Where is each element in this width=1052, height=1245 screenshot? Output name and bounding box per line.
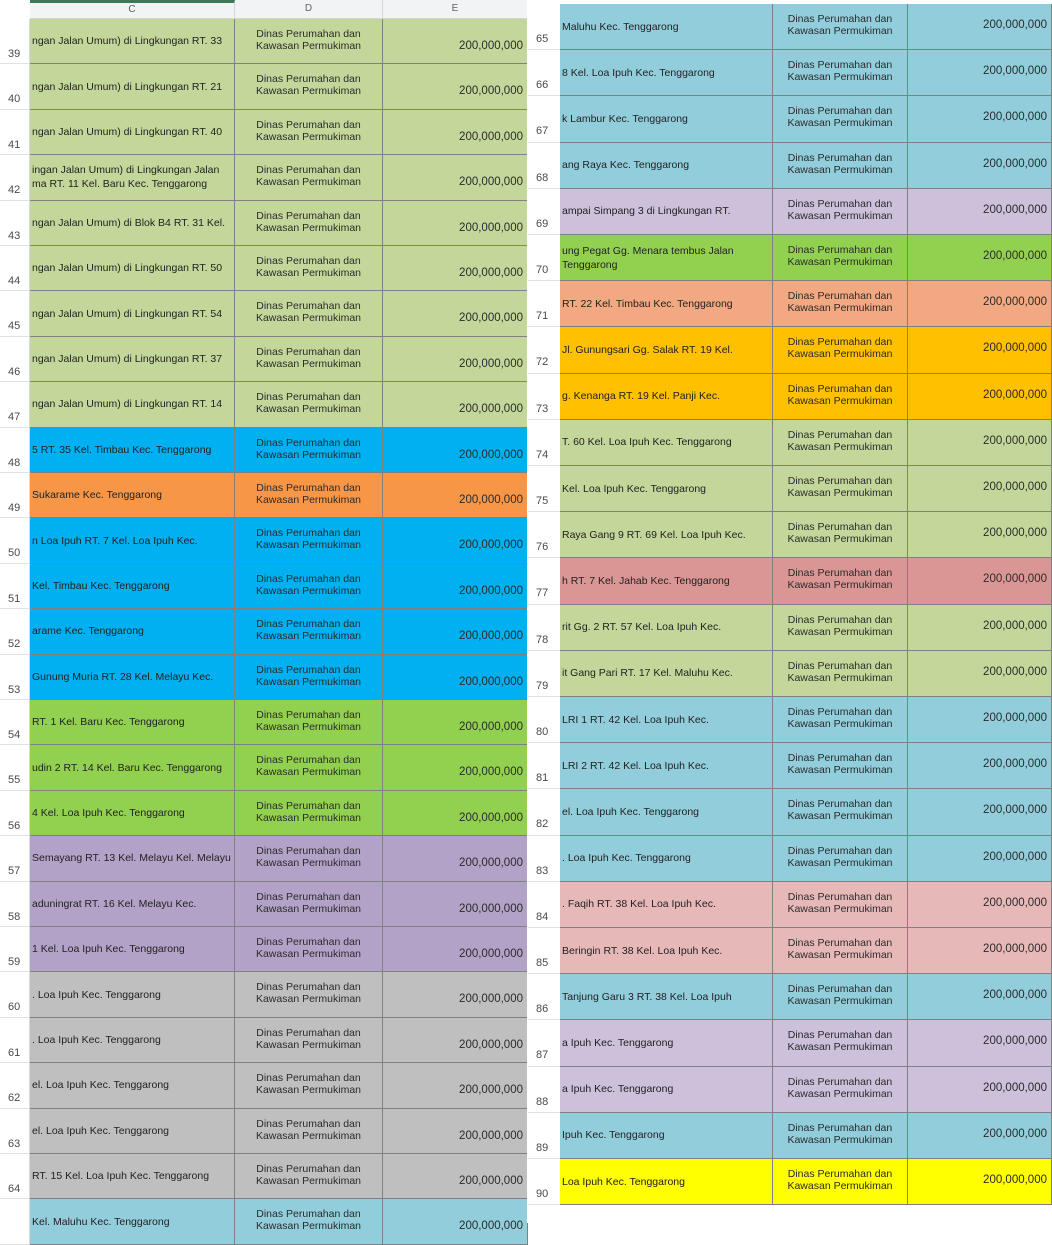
cell-agency[interactable]: Dinas Perumahan dan Kawasan Permukiman xyxy=(235,836,383,881)
cell-agency[interactable]: Dinas Perumahan dan Kawasan Permukiman xyxy=(235,972,383,1017)
row-number[interactable]: 83 xyxy=(528,836,560,882)
table-row xyxy=(528,512,1052,558)
cell-activity-name[interactable]: Loa Ipuh Kec. Tenggarong xyxy=(560,1159,773,1205)
cell-activity-name[interactable]: Sukarame Kec. Tenggarong xyxy=(30,473,235,518)
cell-activity-name[interactable]: udin 2 RT. 14 Kel. Baru Kec. Tenggarong xyxy=(30,745,235,790)
cell-agency[interactable]: Dinas Perumahan dan Kawasan Permukiman xyxy=(773,235,908,281)
row-number[interactable]: 67 xyxy=(528,96,560,142)
table-row xyxy=(0,246,528,291)
column-header-c[interactable]: C xyxy=(30,0,235,19)
cell-amount[interactable]: 200,000,000 xyxy=(908,558,1052,604)
row-number[interactable]: 81 xyxy=(528,743,560,789)
row-number[interactable]: 88 xyxy=(528,1067,560,1113)
cell-amount[interactable]: 200,000,000 xyxy=(908,651,1052,697)
cell-amount[interactable]: 200,000,000 xyxy=(908,4,1052,50)
cell-activity-name[interactable]: Kel. Timbau Kec. Tenggarong xyxy=(30,564,235,609)
cell-amount[interactable]: 200,000,000 xyxy=(908,1020,1052,1066)
table-row xyxy=(0,655,528,700)
cell-activity-name[interactable]: Maluhu Kec. Tenggarong xyxy=(560,4,773,50)
table-row xyxy=(0,291,528,336)
cell-agency[interactable]: Dinas Perumahan dan Kawasan Permukiman xyxy=(235,1063,383,1108)
cell-agency[interactable]: Dinas Perumahan dan Kawasan Permukiman xyxy=(773,466,908,512)
cell-amount[interactable]: 200,000,000 xyxy=(908,374,1052,420)
cell-activity-name[interactable]: k Lambur Kec. Tenggarong xyxy=(560,96,773,142)
cell-agency[interactable]: Dinas Perumahan dan Kawasan Permukiman xyxy=(773,189,908,235)
row-number[interactable]: 46 xyxy=(0,337,30,382)
row-number[interactable]: 90 xyxy=(528,1159,560,1205)
cell-agency[interactable]: Dinas Perumahan dan Kawasan Permukiman xyxy=(773,1113,908,1159)
cell-activity-name[interactable]: 4 Kel. Loa Ipuh Kec. Tenggarong xyxy=(30,791,235,836)
row-number[interactable]: 51 xyxy=(0,564,30,609)
cell-agency[interactable]: Dinas Perumahan dan Kawasan Permukiman xyxy=(235,64,383,109)
cell-activity-name[interactable]: Jl. Gunungsari Gg. Salak RT. 19 Kel. xyxy=(560,327,773,373)
row-number[interactable]: 59 xyxy=(0,927,30,972)
cell-agency[interactable]: Dinas Perumahan dan Kawasan Permukiman xyxy=(235,1109,383,1154)
cell-activity-name[interactable]: Tanjung Garu 3 RT. 38 Kel. Loa Ipuh xyxy=(560,974,773,1020)
row-number[interactable]: 40 xyxy=(0,64,30,109)
table-row xyxy=(528,651,1052,697)
table-row xyxy=(0,927,528,972)
cell-activity-name[interactable]: LRI 1 RT. 42 Kel. Loa Ipuh Kec. xyxy=(560,697,773,743)
cell-activity-name[interactable]: . Loa Ipuh Kec. Tenggarong xyxy=(30,1018,235,1063)
row-number[interactable]: 69 xyxy=(528,189,560,235)
cell-activity-name[interactable]: RT. 15 Kel. Loa Ipuh Kec. Tenggarong xyxy=(30,1154,235,1199)
cell-amount[interactable]: 200,000,000 xyxy=(908,974,1052,1020)
row-number[interactable] xyxy=(0,1199,30,1244)
table-row xyxy=(528,605,1052,651)
cell-amount[interactable]: 200,000,000 xyxy=(908,235,1052,281)
cell-agency[interactable]: Dinas Perumahan dan Kawasan Permukiman xyxy=(235,700,383,745)
cell-amount[interactable]: 200,000,000 xyxy=(908,281,1052,327)
cell-agency[interactable]: Dinas Perumahan dan Kawasan Permukiman xyxy=(235,201,383,246)
cell-agency[interactable]: Dinas Perumahan dan Kawasan Permukiman xyxy=(773,1159,908,1205)
row-number[interactable]: 43 xyxy=(0,201,30,246)
row-number[interactable]: 41 xyxy=(0,110,30,155)
row-number[interactable]: 54 xyxy=(0,700,30,745)
cell-amount[interactable]: 200,000,000 xyxy=(908,605,1052,651)
cell-activity-name[interactable]: ingan Jalan Umum) di Lingkungan Jalan ma RT. 11 Kel. Baru Kec. Tenggarong xyxy=(30,155,235,200)
cell-activity-name[interactable]: a Ipuh Kec. Tenggarong xyxy=(560,1067,773,1113)
cell-activity-name[interactable]: ngan Jalan Umum) di Lingkungan RT. 14 xyxy=(30,382,235,427)
cell-agency[interactable]: Dinas Perumahan dan Kawasan Permukiman xyxy=(773,96,908,142)
cell-agency[interactable]: Dinas Perumahan dan Kawasan Permukiman xyxy=(235,19,383,64)
cell-agency[interactable]: Dinas Perumahan dan Kawasan Permukiman xyxy=(773,281,908,327)
table-row xyxy=(528,4,1052,50)
cell-activity-name[interactable]: ngan Jalan Umum) di Lingkungan RT. 54 xyxy=(30,291,235,336)
row-number[interactable]: 39 xyxy=(0,19,30,64)
row-number[interactable]: 56 xyxy=(0,791,30,836)
cell-activity-name[interactable]: 5 RT. 35 Kel. Timbau Kec. Tenggarong xyxy=(30,428,235,473)
cell-activity-name[interactable]: T. 60 Kel. Loa Ipuh Kec. Tenggarong xyxy=(560,420,773,466)
cell-amount[interactable]: 200,000,000 xyxy=(383,882,528,927)
cell-activity-name[interactable]: el. Loa Ipuh Kec. Tenggarong xyxy=(30,1109,235,1154)
cell-agency[interactable]: Dinas Perumahan dan Kawasan Permukiman xyxy=(235,1154,383,1199)
cell-amount[interactable]: 200,000,000 xyxy=(908,697,1052,743)
row-number[interactable]: 42 xyxy=(0,155,30,200)
cell-activity-name[interactable]: Semayang RT. 13 Kel. Melayu Kel. Melayu xyxy=(30,836,235,881)
cell-amount[interactable]: 200,000,000 xyxy=(383,972,528,1017)
cell-amount[interactable]: 200,000,000 xyxy=(383,1154,528,1199)
table-row xyxy=(528,697,1052,743)
cell-amount[interactable]: 200,000,000 xyxy=(383,927,528,972)
cell-agency[interactable]: Dinas Perumahan dan Kawasan Permukiman xyxy=(773,697,908,743)
row-number[interactable]: 64 xyxy=(0,1154,30,1199)
row-number[interactable]: 55 xyxy=(0,745,30,790)
cell-agency[interactable]: Dinas Perumahan dan Kawasan Permukiman xyxy=(773,743,908,789)
row-number[interactable]: 65 xyxy=(528,4,560,50)
cell-amount[interactable]: 200,000,000 xyxy=(383,655,528,700)
cell-agency[interactable]: Dinas Perumahan dan Kawasan Permukiman xyxy=(235,564,383,609)
row-number[interactable]: 84 xyxy=(528,882,560,928)
table-row xyxy=(528,143,1052,189)
cell-amount[interactable]: 200,000,000 xyxy=(383,291,528,336)
cell-agency[interactable]: Dinas Perumahan dan Kawasan Permukiman xyxy=(235,473,383,518)
table-row xyxy=(528,928,1052,974)
row-number[interactable]: 80 xyxy=(528,697,560,743)
cell-activity-name[interactable]: n Loa Ipuh RT. 7 Kel. Loa Ipuh Kec. xyxy=(30,518,235,563)
cell-activity-name[interactable]: RT. 1 Kel. Baru Kec. Tenggarong xyxy=(30,700,235,745)
cell-amount[interactable]: 200,000,000 xyxy=(908,189,1052,235)
cell-activity-name[interactable]: . Loa Ipuh Kec. Tenggarong xyxy=(30,972,235,1017)
row-number[interactable]: 76 xyxy=(528,512,560,558)
cell-activity-name[interactable]: Raya Gang 9 RT. 69 Kel. Loa Ipuh Kec. xyxy=(560,512,773,558)
table-row xyxy=(0,882,528,927)
cell-amount[interactable]: 200,000,000 xyxy=(383,19,528,64)
cell-activity-name[interactable]: h RT. 7 Kel. Jahab Kec. Tenggarong xyxy=(560,558,773,604)
cell-activity-name[interactable]: el. Loa Ipuh Kec. Tenggarong xyxy=(30,1063,235,1108)
cell-activity-name[interactable]: arame Kec. Tenggarong xyxy=(30,609,235,654)
column-header-d[interactable]: D xyxy=(235,0,383,19)
cell-amount[interactable]: 200,000,000 xyxy=(383,745,528,790)
table-row xyxy=(528,466,1052,512)
cell-amount[interactable]: 200,000,000 xyxy=(383,836,528,881)
table-row xyxy=(528,836,1052,882)
cell-agency[interactable]: Dinas Perumahan dan Kawasan Permukiman xyxy=(235,110,383,155)
table-row xyxy=(0,428,528,473)
table-row xyxy=(528,1113,1052,1159)
table-row xyxy=(0,19,528,64)
cell-activity-name[interactable]: ngan Jalan Umum) di Lingkungan RT. 40 xyxy=(30,110,235,155)
row-number[interactable]: 74 xyxy=(528,420,560,466)
cell-activity-name[interactable]: ngan Jalan Umum) di Lingkungan RT. 50 xyxy=(30,246,235,291)
row-number[interactable]: 49 xyxy=(0,473,30,518)
table-row xyxy=(0,155,528,200)
cell-agency[interactable]: Dinas Perumahan dan Kawasan Permukiman xyxy=(773,836,908,882)
cell-amount[interactable]: 200,000,000 xyxy=(908,789,1052,835)
table-row xyxy=(0,64,528,109)
table-row xyxy=(528,96,1052,142)
table-row xyxy=(0,791,528,836)
row-number[interactable]: 48 xyxy=(0,428,30,473)
row-number[interactable]: 63 xyxy=(0,1109,30,1154)
cell-amount[interactable]: 200,000,000 xyxy=(908,512,1052,558)
cell-agency[interactable]: Dinas Perumahan dan Kawasan Permukiman xyxy=(235,155,383,200)
cell-amount[interactable]: 200,000,000 xyxy=(908,882,1052,928)
table-row xyxy=(528,1067,1052,1113)
row-number[interactable]: 71 xyxy=(528,281,560,327)
row-number[interactable]: 89 xyxy=(528,1113,560,1159)
cell-activity-name[interactable]: ampai Simpang 3 di Lingkungan RT. xyxy=(560,189,773,235)
cell-amount[interactable]: 200,000,000 xyxy=(908,1159,1052,1205)
row-number[interactable]: 82 xyxy=(528,789,560,835)
cell-agency[interactable]: Dinas Perumahan dan Kawasan Permukiman xyxy=(773,420,908,466)
cell-activity-name[interactable]: Kel. Loa Ipuh Kec. Tenggarong xyxy=(560,466,773,512)
cell-agency[interactable]: Dinas Perumahan dan Kawasan Permukiman xyxy=(235,1199,383,1244)
row-number[interactable]: 53 xyxy=(0,655,30,700)
cell-activity-name[interactable]: Ipuh Kec. Tenggarong xyxy=(560,1113,773,1159)
cell-agency[interactable]: Dinas Perumahan dan Kawasan Permukiman xyxy=(235,382,383,427)
row-number[interactable]: 52 xyxy=(0,609,30,654)
table-row xyxy=(0,836,528,881)
cell-agency[interactable]: Dinas Perumahan dan Kawasan Permukiman xyxy=(773,558,908,604)
row-number[interactable]: 61 xyxy=(0,1018,30,1063)
row-number[interactable]: 85 xyxy=(528,928,560,974)
cell-activity-name[interactable]: el. Loa Ipuh Kec. Tenggarong xyxy=(560,789,773,835)
cell-agency[interactable]: Dinas Perumahan dan Kawasan Permukiman xyxy=(235,246,383,291)
table-row xyxy=(0,1154,528,1199)
cell-activity-name[interactable]: a Ipuh Kec. Tenggarong xyxy=(560,1020,773,1066)
table-row xyxy=(0,382,528,427)
cell-agency[interactable]: Dinas Perumahan dan Kawasan Permukiman xyxy=(773,143,908,189)
cell-amount[interactable]: 200,000,000 xyxy=(383,564,528,609)
cell-amount[interactable]: 200,000,000 xyxy=(383,155,528,200)
row-number[interactable]: 79 xyxy=(528,651,560,697)
cell-agency[interactable]: Dinas Perumahan dan Kawasan Permukiman xyxy=(235,927,383,972)
cell-amount[interactable]: 200,000,000 xyxy=(383,246,528,291)
cell-agency[interactable]: Dinas Perumahan dan Kawasan Permukiman xyxy=(773,651,908,697)
cell-activity-name[interactable]: Beringin RT. 38 Kel. Loa Ipuh Kec. xyxy=(560,928,773,974)
table-row xyxy=(0,700,528,745)
cell-agency[interactable]: Dinas Perumahan dan Kawasan Permukiman xyxy=(773,882,908,928)
table-row xyxy=(0,1109,528,1154)
cell-agency[interactable]: Dinas Perumahan dan Kawasan Permukiman xyxy=(235,609,383,654)
cell-amount[interactable]: 200,000,000 xyxy=(908,1067,1052,1113)
cell-agency[interactable]: Dinas Perumahan dan Kawasan Permukiman xyxy=(773,928,908,974)
row-number[interactable]: 58 xyxy=(0,882,30,927)
cell-amount[interactable]: 200,000,000 xyxy=(908,466,1052,512)
row-number[interactable]: 47 xyxy=(0,382,30,427)
cell-activity-name[interactable]: Gunung Muria RT. 28 Kel. Melayu Kec. xyxy=(30,655,235,700)
table-row xyxy=(0,745,528,790)
cell-agency[interactable]: Dinas Perumahan dan Kawasan Permukiman xyxy=(773,512,908,558)
cell-amount[interactable]: 200,000,000 xyxy=(383,1199,528,1244)
cell-amount[interactable]: 200,000,000 xyxy=(383,518,528,563)
cell-amount[interactable]: 200,000,000 xyxy=(383,791,528,836)
row-number[interactable]: 66 xyxy=(528,50,560,96)
cell-activity-name[interactable]: ngan Jalan Umum) di Lingkungan RT. 33 xyxy=(30,19,235,64)
table-row xyxy=(0,201,528,246)
table-row xyxy=(0,337,528,382)
column-header-e[interactable]: E xyxy=(383,0,528,19)
cell-amount[interactable]: 200,000,000 xyxy=(383,700,528,745)
cell-amount[interactable]: 200,000,000 xyxy=(908,143,1052,189)
table-row xyxy=(528,558,1052,604)
cell-amount[interactable]: 200,000,000 xyxy=(908,928,1052,974)
table-row xyxy=(528,974,1052,1020)
cell-amount[interactable]: 200,000,000 xyxy=(908,420,1052,466)
table-row xyxy=(0,1018,528,1063)
cell-agency[interactable]: Dinas Perumahan dan Kawasan Permukiman xyxy=(773,374,908,420)
cell-activity-name[interactable]: 8 Kel. Loa Ipuh Kec. Tenggarong xyxy=(560,50,773,96)
row-number[interactable]: 77 xyxy=(528,558,560,604)
cell-agency[interactable]: Dinas Perumahan dan Kawasan Permukiman xyxy=(235,1018,383,1063)
row-number[interactable]: 73 xyxy=(528,374,560,420)
cell-amount[interactable]: 200,000,000 xyxy=(908,96,1052,142)
cell-activity-name[interactable]: Kel. Maluhu Kec. Tenggarong xyxy=(30,1199,235,1244)
table-row xyxy=(0,1199,528,1244)
table-row xyxy=(528,327,1052,373)
row-number[interactable]: 68 xyxy=(528,143,560,189)
cell-amount[interactable]: 200,000,000 xyxy=(383,428,528,473)
cell-agency[interactable]: Dinas Perumahan dan Kawasan Permukiman xyxy=(773,1020,908,1066)
table-row xyxy=(0,473,528,518)
row-number[interactable]: 72 xyxy=(528,327,560,373)
cell-activity-name[interactable]: RT. 22 Kel. Timbau Kec. Tenggarong xyxy=(560,281,773,327)
table-row xyxy=(528,743,1052,789)
cell-amount[interactable]: 200,000,000 xyxy=(383,1018,528,1063)
table-row xyxy=(0,609,528,654)
row-number[interactable]: 50 xyxy=(0,518,30,563)
table-row xyxy=(0,972,528,1017)
cell-amount[interactable]: 200,000,000 xyxy=(908,50,1052,96)
cell-activity-name[interactable]: ngan Jalan Umum) di Lingkungan RT. 21 xyxy=(30,64,235,109)
table-row xyxy=(0,518,528,563)
cell-activity-name[interactable]: rit Gg. 2 RT. 57 Kel. Loa Ipuh Kec. xyxy=(560,605,773,651)
row-number[interactable]: 86 xyxy=(528,974,560,1020)
cell-agency[interactable]: Dinas Perumahan dan Kawasan Permukiman xyxy=(235,291,383,336)
table-row xyxy=(528,789,1052,835)
cell-activity-name[interactable]: 1 Kel. Loa Ipuh Kec. Tenggarong xyxy=(30,927,235,972)
row-number[interactable]: 75 xyxy=(528,466,560,512)
cell-agency[interactable]: Dinas Perumahan dan Kawasan Permukiman xyxy=(773,4,908,50)
cell-amount[interactable]: 200,000,000 xyxy=(383,609,528,654)
cell-agency[interactable]: Dinas Perumahan dan Kawasan Permukiman xyxy=(773,789,908,835)
table-row xyxy=(0,110,528,155)
cell-agency[interactable]: Dinas Perumahan dan Kawasan Permukiman xyxy=(235,745,383,790)
cell-activity-name[interactable]: LRI 2 RT. 42 Kel. Loa Ipuh Kec. xyxy=(560,743,773,789)
table-row xyxy=(528,281,1052,327)
cell-amount[interactable]: 200,000,000 xyxy=(383,110,528,155)
cell-agency[interactable]: Dinas Perumahan dan Kawasan Permukiman xyxy=(773,974,908,1020)
row-number[interactable]: 45 xyxy=(0,291,30,336)
cell-activity-name[interactable]: ung Pegat Gg. Menara tembus Jalan Tenggarong xyxy=(560,235,773,281)
cell-agency[interactable]: Dinas Perumahan dan Kawasan Permukiman xyxy=(235,791,383,836)
table-row xyxy=(528,189,1052,235)
cell-agency[interactable]: Dinas Perumahan dan Kawasan Permukiman xyxy=(773,50,908,96)
cell-amount[interactable]: 200,000,000 xyxy=(908,836,1052,882)
cell-amount[interactable]: 200,000,000 xyxy=(908,327,1052,373)
table-row xyxy=(528,235,1052,281)
cell-agency[interactable]: Dinas Perumahan dan Kawasan Permukiman xyxy=(235,655,383,700)
cell-activity-name[interactable]: . Faqih RT. 38 Kel. Loa Ipuh Kec. xyxy=(560,882,773,928)
cell-amount[interactable]: 200,000,000 xyxy=(908,743,1052,789)
cell-agency[interactable]: Dinas Perumahan dan Kawasan Permukiman xyxy=(235,337,383,382)
cell-agency[interactable]: Dinas Perumahan dan Kawasan Permukiman xyxy=(773,327,908,373)
table-row xyxy=(528,50,1052,96)
table-row xyxy=(528,1159,1052,1205)
cell-agency[interactable]: Dinas Perumahan dan Kawasan Permukiman xyxy=(773,605,908,651)
cell-activity-name[interactable]: . Loa Ipuh Kec. Tenggarong xyxy=(560,836,773,882)
cell-activity-name[interactable]: ngan Jalan Umum) di Lingkungan RT. 37 xyxy=(30,337,235,382)
cell-agency[interactable]: Dinas Perumahan dan Kawasan Permukiman xyxy=(235,882,383,927)
cell-amount[interactable]: 200,000,000 xyxy=(383,473,528,518)
cell-amount[interactable]: 200,000,000 xyxy=(383,382,528,427)
row-number[interactable]: 87 xyxy=(528,1020,560,1066)
row-number[interactable]: 60 xyxy=(0,972,30,1017)
cell-amount[interactable]: 200,000,000 xyxy=(383,1109,528,1154)
cell-amount[interactable]: 200,000,000 xyxy=(383,337,528,382)
row-number[interactable]: 78 xyxy=(528,605,560,651)
cell-amount[interactable]: 200,000,000 xyxy=(383,64,528,109)
cell-amount[interactable]: 200,000,000 xyxy=(908,1113,1052,1159)
cell-agency[interactable]: Dinas Perumahan dan Kawasan Permukiman xyxy=(773,1067,908,1113)
table-row xyxy=(528,374,1052,420)
row-number[interactable]: 57 xyxy=(0,836,30,881)
cell-agency[interactable]: Dinas Perumahan dan Kawasan Permukiman xyxy=(235,518,383,563)
table-row xyxy=(0,1063,528,1108)
table-row xyxy=(528,1020,1052,1066)
table-row xyxy=(0,564,528,609)
cell-activity-name[interactable]: ang Raya Kec. Tenggarong xyxy=(560,143,773,189)
cell-amount[interactable]: 200,000,000 xyxy=(383,201,528,246)
cell-activity-name[interactable]: aduningrat RT. 16 Kel. Melayu Kec. xyxy=(30,882,235,927)
cell-amount[interactable]: 200,000,000 xyxy=(383,1063,528,1108)
cell-agency[interactable]: Dinas Perumahan dan Kawasan Permukiman xyxy=(235,428,383,473)
table-row xyxy=(528,882,1052,928)
table-row xyxy=(528,420,1052,466)
cell-activity-name[interactable]: it Gang Pari RT. 17 Kel. Maluhu Kec. xyxy=(560,651,773,697)
row-number[interactable]: 44 xyxy=(0,246,30,291)
row-number[interactable]: 62 xyxy=(0,1063,30,1108)
cell-activity-name[interactable]: g. Kenanga RT. 19 Kel. Panji Kec. xyxy=(560,374,773,420)
cell-activity-name[interactable]: ngan Jalan Umum) di Blok B4 RT. 31 Kel. xyxy=(30,201,235,246)
row-number[interactable]: 70 xyxy=(528,235,560,281)
